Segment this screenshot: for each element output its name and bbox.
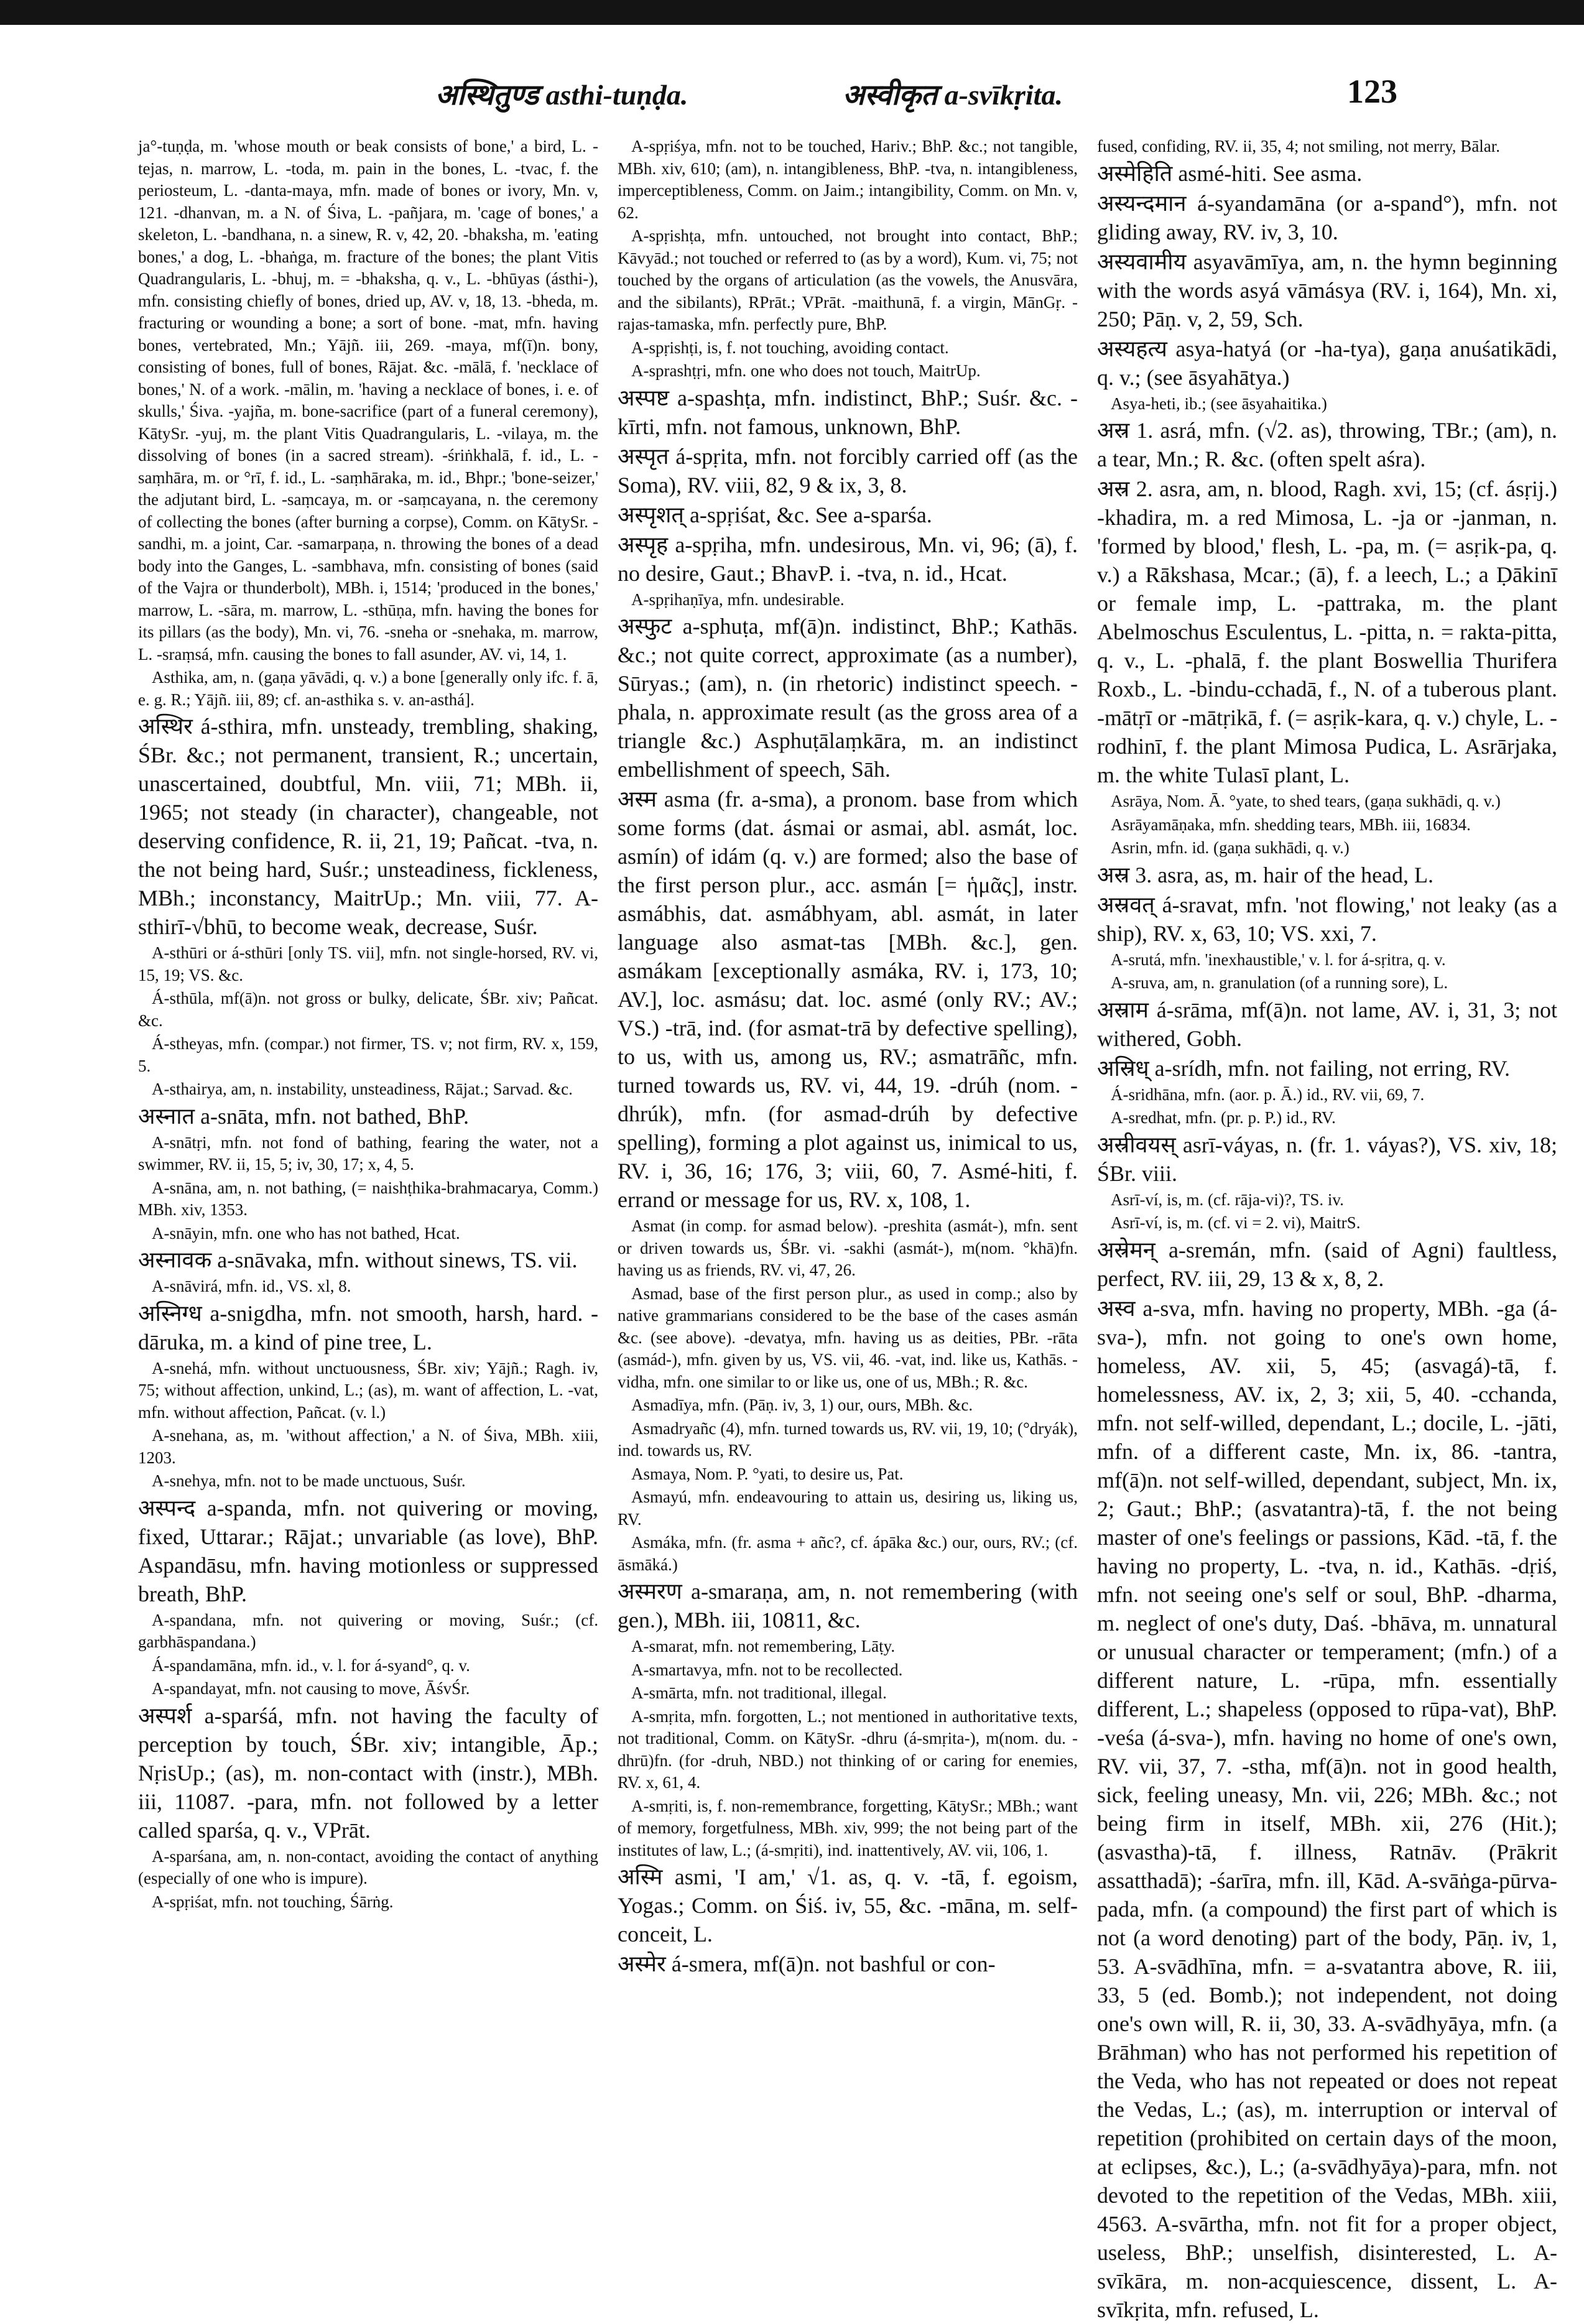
dictionary-entry: Á-sridhāna, mfn. (aor. p. Ā.) id., RV. vii, 69, 7.	[1111, 1085, 1425, 1104]
dictionary-entry: A-srutá, mfn. 'inexhaustible,' v. l. for á-sṛitra, q. v.	[1111, 950, 1446, 969]
dictionary-entry: A-snātṛi, mfn. not fond of bathing, fearing the water, not a swimmer, RV. ii, 15, 5; iv, 30, 17; x, 4, 5.	[138, 1132, 598, 1174]
dictionary-entry: A-smṛiti, is, f. non-remembrance, forgetting, KātySr.; MBh.; want of memory, forgetfulness, MBh. xiv, 999; the not being part of the institutes of law, L.; (á-smṛiti), ind. inattentively, AV. vii, 106, 1.	[618, 1796, 1078, 1859]
dictionary-entry: अस्मि asmi, 'I am,' √1. as, q. v. -tā, f. egoism, Yogas.; Comm. on Śiś. iv, 55, &c. -māna, m. self-conceit, L.	[618, 1864, 1078, 1947]
dictionary-entry: Asmáka, mfn. (fr. asma + añc?, cf. ápāka &c.) our, ours, RV.; (cf. āsmāká.)	[618, 1533, 1078, 1574]
dictionary-entry: A-spandayat, mfn. not causing to move, ĀśvŚr.	[152, 1679, 470, 1698]
dictionary-entry: अस्निग्ध a-snigdha, mfn. not smooth, harsh, hard. -dāruka, m. a kind of pine tree, L.	[138, 1300, 598, 1354]
dictionary-entry: A-snāvirá, mfn. id., VS. xl, 8.	[152, 1277, 351, 1295]
dictionary-entry: ja°-tuṇḍa, m. 'whose mouth or beak consists of bone,' a bird, L. -tejas, n. marrow, L. -toda, m. pain in the bones, L. -tvac, f. the periosteum, L. -danta-maya, mfn. made of bones or ivory, Mn. v, 121. -dhanvan, m. a N. of Śiva, L. -pañjara, m. 'cage of bones,' a skeleton, L. -bandhana, n. a sinew, R. v, 42, 20. -bhaksha, m. 'eating bones,' a dog, L. -bhaṅga, m. fracture of the bones; the plant Vitis Quadrangularis, L. -bhuj, m. = -bhaksha, q. v., L. -bhūyas (ásthi-), mfn. consisting chiefly of bones, dried up, AV. v, 18, 13. -bheda, m. fracturing or wounding a bone; a sort of bone. -mat, mfn. having bones, vertebrated, Mn.; Yājñ. iii, 269. -maya, mf(ī)n. bony, consisting of bones, full of bones, Rājat. &c. -mālā, f. 'necklace of bones,' N. of a work. -mālin, m. 'having a necklace of bones, i. e. of skulls,' Śiva. -yajña, m. bone-sacrifice (part of a funeral ceremony), KātySr. -yuj, m. the plant Vitis Quadrangularis, L. -vilaya, m. the dissolving of bones (in a sacred stream). -śriṅkhalā, f. id., L. -saṃhāra, m. or °rī, f. id., L. -saṃhāraka, m. id., Bhpr.; 'bone-seizer,' the adjutant bird, L. -saṃcaya, m. or -saṃcayana, n. the ceremony of collecting the bones (after burning a corpse), Comm. on KātySr. -sandhi, m. a joint, Car. -samarpaṇa, n. throwing the bones of a dead body into the Ganges, L. -sambhava, mfn. consisting of bones (said of the Vajra or thunderbolt), MBh. i, 1514; 'produced in the bones,' marrow, L. -sāra, m. marrow, L. -sthūṇa, mfn. having the bones for its pillars (as the body), Mn. vi, 76. -sneha or -snehaka, m. marrow, L. -sraṃsá, mfn. causing the bones to fall asunder, AV. vi, 14, 1.	[138, 137, 598, 664]
dictionary-entry: अस्रीवयस् asrī-váyas, n. (fr. 1. váyas?), VS. xiv, 18; ŚBr. viii.	[1097, 1132, 1557, 1186]
dictionary-entry: अस्पन्द a-spanda, mfn. not quivering or moving, fixed, Uttarar.; Rājat.; unvariable (as love), BhP. Aspandāsu, mfn. having motionless or suppressed breath, BhP.	[138, 1495, 598, 1606]
column-1	[138, 136, 598, 2001]
dictionary-entry: A-snāna, am, n. not bathing, (= naishṭhika-brahmacarya, Comm.) MBh. xiv, 1353.	[138, 1178, 598, 1219]
dictionary-entry: Á-sthūla, mf(ā)n. not gross or bulky, delicate, ŚBr. xiv; Pañcat. &c.	[138, 989, 598, 1030]
dictionary-entry: अस्र 1. asrá, mfn. (√2. as), throwing, TBr.; (am), n. a tear, Mn.; R. &c. (often spelt aśra).	[1097, 418, 1557, 471]
dictionary-entry: Asrī-ví, is, m. (cf. vi = 2. vi), MaitrS.	[1111, 1213, 1361, 1232]
dictionary-entry: अस्यन्दमान á-syandamāna (or a-spand°), mfn. not gliding away, RV. iv, 3, 10.	[1097, 190, 1557, 244]
dictionary-entry: A-snehana, as, m. 'without affection,' a N. of Śiva, MBh. xiii, 1203.	[138, 1426, 598, 1467]
dictionary-entry: अस्मेर á-smera, mf(ā)n. not bashful or con-	[618, 1951, 996, 1976]
dictionary-entry: A-spṛiśat, mfn. not touching, Śārṅg.	[152, 1892, 394, 1911]
dictionary-entry: A-snehá, mfn. without unctuousness, ŚBr. xiv; Yājñ.; Ragh. iv, 75; without affection, unkind, L.; (as), m. want of affection, L. -vat, mfn. without affection, Pañcat. (v. l.)	[138, 1358, 598, 1422]
dictionary-entry: A-smṛita, mfn. forgotten, L.; not mentioned in authoritative texts, not traditional, Comm. on KātySr. -dhru (á-smṛita-), m(nom. du. -dhrū)fn. (for -druh, NBD.) not thinking of or caring for enemies, RV. x, 61, 4.	[618, 1706, 1078, 1792]
running-head	[0, 75, 1584, 137]
dictionary-entry: A-sthairya, am, n. instability, unsteadiness, Rājat.; Sarvad. &c.	[152, 1080, 573, 1098]
dictionary-entry: A-snehya, mfn. not to be made unctuous, Suśr.	[152, 1471, 466, 1490]
dictionary-entry: अस्नात a-snāta, mfn. not bathed, BhP.	[138, 1103, 470, 1129]
dictionary-entry: Asrin, mfn. id. (gaṇa sukhādi, q. v.)	[1111, 838, 1350, 857]
dictionary-entry: A-snāyin, mfn. one who has not bathed, Hcat.	[152, 1223, 460, 1243]
dictionary-entry: Asmadīya, mfn. (Pāṇ. iv, 3, 1) our, ours, MBh. &c.	[631, 1396, 973, 1414]
top-border-bar	[0, 0, 1584, 25]
dictionary-entry: A-sthūri or á-sthūri [only TS. vii], mfn. not single-horsed, RV. vi, 15, 19; VS. &c.	[138, 943, 598, 984]
dictionary-entry: A-sprashṭṛi, mfn. one who does not touch, MaitrUp.	[631, 361, 981, 380]
dictionary-entry: fused, confiding, RV. ii, 35, 4; not smiling, not merry, Bālar.	[1097, 137, 1501, 155]
dictionary-entry: Asmayú, mfn. endeavouring to attain us, desiring us, liking us, RV.	[618, 1488, 1078, 1529]
dictionary-entry: Á-spandamāna, mfn. id., v. l. for á-syand°, q. v.	[152, 1655, 470, 1675]
dictionary-entry: A-spṛiśya, mfn. not to be touched, Hariv.; BhP. &c.; not tangible, MBh. xiv, 610; (am), n. intangibleness, BhP. -tva, n. intangibleness, imperceptibleness, Comm. on Jaim.; intangibility, Comm. on Mn. v, 62.	[618, 137, 1078, 222]
dictionary-entry: A-sredhat, mfn. (pr. p. P.) id., RV.	[1111, 1108, 1336, 1127]
dictionary-entry: A-smartavya, mfn. not to be recollected.	[631, 1660, 903, 1679]
dictionary-entry: A-spṛishṭi, is, f. not touching, avoiding contact.	[631, 338, 949, 357]
dictionary-entry: Á-stheyas, mfn. (compar.) not firmer, TS. v; not firm, RV. x, 159, 5.	[138, 1034, 598, 1075]
dictionary-entry: Asmad, base of the first person plur., as used in comp.; also by native grammarians considered to be the base of the cases asmán &c. (see above). -devatya, mfn. having us as deities, PBr. -rāta (asmád-), mfn. given by us, VS. vii, 46. -vat, ind. like us, Kathās. -vidha, mfn. one similar to or like us, one of us, MBh.; R. &c.	[618, 1284, 1078, 1391]
dictionary-entry: Asya-heti, ib.; (see āsyahaitika.)	[1111, 394, 1327, 413]
dictionary-entry: अस्थिर á-sthira, mfn. unsteady, trembling, shaking, ŚBr. &c.; not permanent, transient, R.; uncertain, unascertained, doubtful, Mn. viii, 71; MBh. ii, 1965; not steady (in character), changeable, not deserving confidence, R. ii, 21, 19; Pañcat. -tva, n. the not being hard, Suśr.; unsteadiness, fickleness, MBh.; inconstancy, MaitrUp.; Mn. viii, 77. A-sthirī-√bhū, to become weak, decrease, Suśr.	[138, 714, 598, 939]
dictionary-entry: Asrī-ví, is, m. (cf. rāja-vi)?, TS. iv.	[1111, 1190, 1344, 1209]
running-head-right: अस्वीकृत a-svīkṛita.	[843, 79, 1063, 111]
dictionary-entry: Asmaya, Nom. P. °yati, to desire us, Pat.	[631, 1464, 904, 1483]
dictionary-entry: अस्पष्ट a-spashṭa, mfn. indistinct, BhP.; Suśr. &c. -kīrti, mfn. not famous, unknown, BhP.	[618, 385, 1078, 439]
page-number: 123	[1347, 73, 1397, 110]
dictionary-entry: अस्यवामीय asyavāmīya, am, n. the hymn beginning with the words asyá vāmásya (RV. i, 164), Mn. xi, 250; Pāṇ. v, 2, 59, Sch.	[1097, 249, 1557, 331]
dictionary-entry: अस्र 3. asra, as, m. hair of the head, L.	[1097, 862, 1434, 887]
dictionary-entry: Asmat (in comp. for asmad below). -preshita (asmát-), mfn. sent or driven towards us, ŚBr. vi. -sakhi (asmát-), m(nom. °khā)fn. having us as friends, RV. vi, 47, 26.	[618, 1216, 1078, 1279]
dictionary-entry: अस्नावक a-snāvaka, mfn. without sinews, TS. vii.	[138, 1248, 578, 1272]
dictionary-entry: अस्पृह a-spṛiha, mfn. undesirous, Mn. vi, 96; (ā), f. no desire, Gaut.; BhavP. i. -tva, n. id., Hcat.	[618, 532, 1078, 586]
dictionary-entry: अस्रवत् á-sravat, mfn. 'not flowing,' not leaky (as a ship), RV. x, 63, 10; VS. xxi, 7.	[1097, 892, 1557, 946]
dictionary-entry: अस्रेमन् a-sremán, mfn. (said of Agni) faultless, perfect, RV. iii, 29, 13 & x, 8, 2.	[1097, 1237, 1557, 1291]
dictionary-entry: A-sparśana, am, n. non-contact, avoiding the contact of anything (especially of one who is impure).	[138, 1846, 598, 1887]
dictionary-entry: अस्यहत्य asya-hatyá (or -ha-tya), gaṇa anuśatikādi, q. v.; (see āsyahātya.)	[1097, 336, 1557, 390]
dictionary-entry: Asmadryañc (4), mfn. turned towards us, RV. vii, 19, 10; (°dryák), ind. towards us, RV.	[618, 1419, 1078, 1460]
dictionary-entry: A-spṛishṭa, mfn. untouched, not brought into contact, BhP.; Kāvyād.; not touched or referred to (as by a word), Kum. vi, 75; not touched by the organs of articulation (as the vowels, the Anusvāra, and the sibilants), RPrāt.; VPrāt. -maithunā, f. a virgin, MānGṛ. -rajas-tamaska, mfn. perfectly pure, BhP.	[618, 226, 1078, 333]
dictionary-entry: A-sruva, am, n. granulation (of a running sore), L.	[1111, 973, 1448, 992]
dictionary-entry: अस्पृशत् a-spṛiśat, &c. See a-sparśa.	[618, 502, 932, 527]
dictionary-entry: अस्मरण a-smaraṇa, am, n. not remembering (with gen.), MBh. iii, 10811, &c.	[618, 1579, 1078, 1632]
dictionary-entry: Asthika, am, n. (gaṇa yāvādi, q. v.) a bone [generally only ifc. f. ā, e. g. R.; Yājñ. iii, 89; cf. an-asthika s. v. an-asthá].	[138, 668, 598, 709]
column-3	[1097, 136, 1557, 2322]
column-2	[618, 136, 1078, 2001]
dictionary-entry: अस्रिध् a-srídh, mfn. not failing, not erring, RV.	[1097, 1055, 1511, 1081]
running-head-left: अस्थितुण्ड asthi-tuṇḍa.	[435, 79, 688, 111]
dictionary-entry: Asrāya, Nom. Ā. °yate, to shed tears, (gaṇa sukhādi, q. v.)	[1111, 792, 1501, 810]
dictionary-entry: अस्पृत á-spṛita, mfn. not forcibly carried off (as the Soma), RV. viii, 82, 9 & ix, 3, 8.	[618, 443, 1078, 498]
dictionary-entry: A-spandana, mfn. not quivering or moving, Suśr.; (cf. garbhāspandana.)	[138, 1610, 598, 1651]
dictionary-entry: A-smārta, mfn. not traditional, illegal.	[631, 1683, 887, 1702]
dictionary-entry: अस्राम á-srāma, mf(ā)n. not lame, AV. i, 31, 3; not withered, Gobh.	[1097, 997, 1557, 1051]
dictionary-entry: अस्र 2. asra, am, n. blood, Ragh. xvi, 15; (cf. ásṛij.) -khadira, m. a red Mimosa, L. -ja or -janman, n. 'formed by blood,' flesh, L. -pa, m. (= asṛik-pa, q. v.) a Rākshasa, Mcar.; (ā), f. a leech, L.; a Ḍākinī or female imp, L. -pattraka, m. the plant Abelmoschus Esculentus, L. -pitta, n. = rakta-pitta, q. v., L. -phalā, f. the plant Boswellia Thurifera Roxb., L. -bindu-cchadā, f., N. of a tuberous plant. -mātṛī or -mātṛikā, f. (= asṛik-kara, q. v.) chyle, L. -rodhinī, f. the plant Mimosa Pudica, L. Asrārjaka, m. the white Tulasī plant, L.	[1097, 476, 1557, 787]
dictionary-entry: अस्व a-sva, mfn. having no property, MBh. -ga (á-sva-), mfn. not going to one's own home, homeless, AV. xii, 5, 45; (asvagá)-tā, f. homelessness, AV. ix, 2, 3; xii, 5, 40. -cchanda, mfn. not self-willed, dependant, L.; docile, L. -jāti, mfn. of a different caste, Mn. ix, 86. -tantra, mf(ā)n. not self-willed, dependant, subject, Mn. ix, 2; Gaut.; BhP.; (asvatantra)-tā, f. the not being master of one's feelings or passions, Kād. -tā, f. the having no property, L. -tva, n. id., Kathās. -dṛiś, mfn. not seeing one's self or soul, BhP. -dharma, m. neglect of one's duty, Daś. -bhāva, m. unnatural or unusual character or temperament; (mfn.) of a different nature, L. -rūpa, mfn. essentially different, L.; shapeless (opposed to rūpa-vat), BhP. -veśa (á-sva-), mfn. having no home of one's own, RV. vii, 37, 7. -stha, mf(ā)n. not in good health, sick, feeling uneasy, Mn. vii, 226; MBh. &c.; not being firm in itself, MBh. xii, 276 (Hit.); (asvastha)-tā, f. illness, Ratnāv. (Prākrit assatthadā); -śarīra, mfn. ill, Kād. A-svāṅga-pūrva-pada, mfn. (a compound) the first part of which is not (a word denoting) part of the body, Pāṇ. iv, 1, 53. A-svādhīna, mfn. = a-svatantra above, R. iii, 33, 5 (ed. Bomb.); not independent, not doing one's own will, R. ii, 30, 33. A-svādhyāya, mfn. (a Brāhman) who has not performed his repetition of the Veda, who has not repeated or does not repeat the Vedas, L.; (as), m. interruption or interval of repetition (prohibited on certain days of the moon, at eclipses, &c.), L.; (a-svādhyāya)-para, mfn. not devoted to the repetition of the Vedas, MBh. xiii, 4563. A-svārtha, mfn. not fit for a proper object, useless, BhP.; unselfish, disinterested, L. A-svīkāra, m. non-acquiescence, dissent, L. A-svīkṛita, mfn. refused, L.	[1097, 1295, 1557, 2322]
dictionary-entry: अस्मेहिति asmé-hiti. See asma.	[1097, 160, 1363, 186]
dictionary-entry: Asrāyamāṇaka, mfn. shedding tears, MBh. iii, 16834.	[1111, 815, 1471, 834]
dictionary-entry: A-smarat, mfn. not remembering, Lāṭy.	[631, 1637, 896, 1655]
dictionary-entry: अस्पर्श a-sparśá, mfn. not having the faculty of perception by touch, ŚBr. xiv; intangible, Āp.; NṛisUp.; (as), m. non-contact with (instr.), MBh. iii, 11087. -para, mfn. not followed by a letter called sparśa, q. v., VPrāt.	[138, 1703, 598, 1843]
dictionary-entry: A-spṛihaṇīya, mfn. undesirable.	[631, 590, 845, 609]
dictionary-entry: अस्म asma (fr. a-sma), a pronom. base from which some forms (dat. ásmai or asmai, abl. asmát, loc. asmín) of idám (q. v.) are formed; also the base of the first person plur., acc. asmán [= ἡμᾶς], instr. asmábhis, dat. asmábhyam, abl. asmát, in later language also asmat-tas [MBh. &c.], gen. asmákam [exceptionally asmáka, RV. i, 173, 10; AV.], loc. asmásu; dat. loc. asmé (only RV.; AV.; VS.) -trā, ind. (for asmat-trā by defective spelling), to us, with us, among us, RV.; asmatrāñc, mfn. turned towards us, RV. vi, 44, 19. -drúh (nom. -dhrúk), mfn. (for asmad-drúh by defective spelling), forming a plot against us, inimical to us, RV. i, 36, 16; 176, 3; viii, 60, 7. Asmé-hiti, f. errand or message for us, RV. x, 108, 1.	[618, 787, 1078, 1212]
dictionary-entry: अस्फुट a-sphuṭa, mf(ā)n. indistinct, BhP.; Kathās. &c.; not quite correct, approximate (as a number), Sūryas.; (am), n. (in rhetoric) indistinct speech. -phala, n. approximate result (as the gross area of a triangle &c.) Asphuṭālaṃkāra, m. an indistinct embellishment of speech, Sāh.	[618, 614, 1078, 782]
